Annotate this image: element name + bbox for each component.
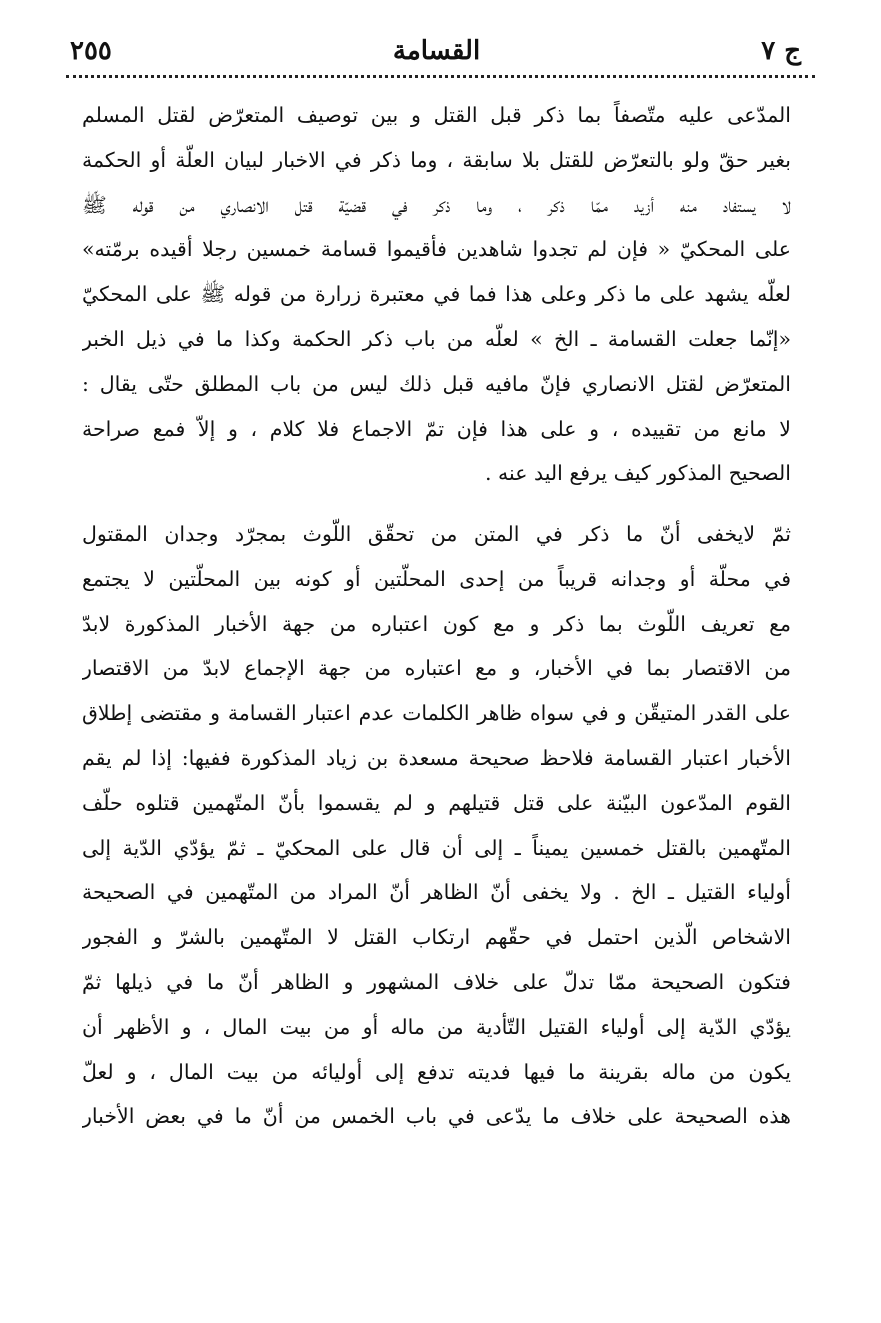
page-number: ٢٥٥ bbox=[70, 36, 112, 66]
text-line: المدّعى عليه متّصفاً بما ذكر قبل القتل و بين توصيف المتعرّض لقتل المسلم bbox=[82, 103, 791, 127]
text-line: الاشخاص الّذين احتمل في حقّهم ارتكاب القتل لا المتّهمين بالشرّ و الفجور bbox=[82, 925, 791, 950]
text-line: لعلّه يشهد على ما ذكر وعلى هذا فما في معتبرة زرارة من قوله ﷺ على المحكيّ bbox=[82, 282, 791, 307]
text-line: لا مانع من تقييده ، و على هذا فإن تمّ الاجماع فلا كلام ، و إلاّ فمع صراحة bbox=[82, 416, 791, 441]
text-line: من الاقتصار بما في الأخبار، و مع اعتباره من جهة الإجماع لابدّ من الاقتصار bbox=[82, 656, 791, 681]
text-line: الأخبار اعتبار القسامة فلاحظ صحيحة مسعدة بن زياد المذكورة ففيها: إذا لم يقم bbox=[82, 745, 791, 770]
text-line: لا يستفاد منه أزيد ممّا ذكر ، وما ذكر في قضيّة قتل الانصاري من قوله ﷺ bbox=[82, 192, 791, 217]
running-header bbox=[70, 30, 801, 72]
paragraph-2 bbox=[82, 512, 791, 1139]
volume-number: ج ٧ bbox=[761, 36, 801, 66]
chapter-title: القسامة bbox=[392, 36, 481, 66]
text-line: مع تعريف اللّوث بما ذكر و مع كون اعتباره من جهة الأخبار المذكورة لابدّ bbox=[82, 611, 791, 636]
text-line: القوم المدّعون البيّنة على قتل قتيلهم و لم يقسموا بأنّ المتّهمين قتلوه حلّف bbox=[82, 790, 791, 815]
text-line: «إنّما جعلت القسامة ـ الخ » لعلّه من باب ذكر الحكمة وكذا ما في ذيل الخبر bbox=[82, 326, 791, 351]
text-line: بغير حقّ ولو بالتعرّض للقتل بلا سابقة ، وما ذكر في الاخبار لبيان العلّة أو الحكمة bbox=[82, 147, 791, 172]
text-line: المتعرّض لقتل الانصاري فإنّ مافيه قبل ذلك ليس من باب المطلق حتّى يقال : bbox=[82, 371, 791, 396]
text-line: يكون من ماله بقرينة ما فيها فديته تدفع إلى أوليائه من بيت المال ، و لعلّ bbox=[82, 1059, 791, 1084]
text-line: يؤدّي الدّية إلى أولياء القتيل التّأدية من ماله أو من بيت المال ، و الأظهر أن bbox=[82, 1014, 791, 1039]
text-line: المتّهمين بالقتل خمسين يميناً ـ إلى أن قال على المحكيّ ـ ثمّ يؤدّي الدّية إلى bbox=[82, 835, 791, 860]
text-line: على المحكيّ « فإن لم تجدوا شاهدين فأقيموا قسامة خمسين رجلا أقيده برمّته» bbox=[82, 237, 791, 262]
header-dotted-rule bbox=[66, 75, 815, 78]
text-line: على القدر المتيقّن و في سواه ظاهر الكلمات عدم اعتبار القسامة و مقتضى إطلاق bbox=[82, 701, 791, 726]
text-line: فتكون الصحيحة ممّا تدلّ على خلاف المشهور و الظاهر أنّ ما في ذيلها ثمّ bbox=[82, 969, 791, 994]
text-line: الصحيح المذكور كيف يرفع اليد عنه . bbox=[485, 461, 791, 486]
text-line: في محلّة أو وجدانه قريباً من إحدى المحلّتين أو كونه بين المحلّتين لا يجتمع bbox=[82, 566, 791, 591]
text-line: ثمّ لايخفى أنّ ما ذكر في المتن من تحقّق اللّوث بمجرّد وجدان المقتول bbox=[82, 522, 791, 546]
text-line: هذه الصحيحة على خلاف ما يدّعى في باب الخمس من أنّ ما في بعض الأخبار bbox=[82, 1104, 791, 1129]
text-line: أولياء القتيل ـ الخ . ولا يخفى أنّ الظاهر أنّ المراد من المتّهمين في الصحيحة bbox=[82, 880, 791, 905]
paragraph-1 bbox=[82, 93, 791, 496]
